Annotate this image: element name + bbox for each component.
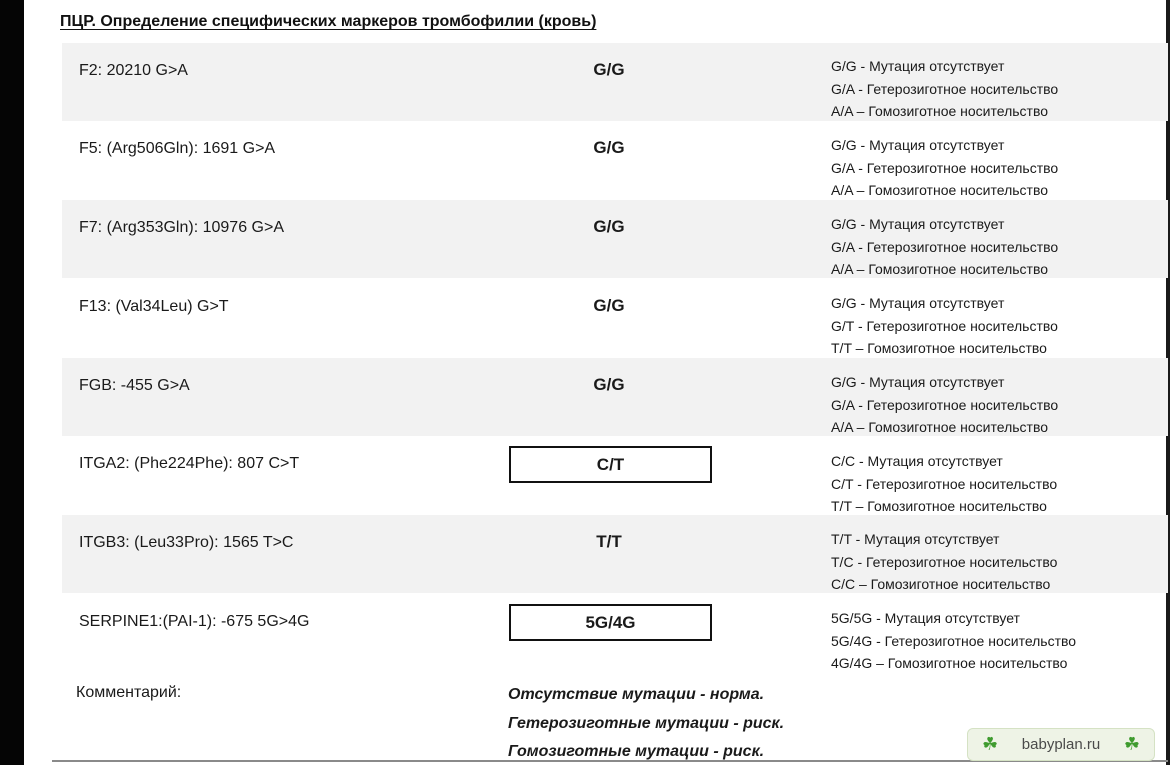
result-value: G/G: [593, 217, 625, 236]
legend-line: G/A - Гетерозиготное носительство: [831, 238, 1059, 255]
legend-line: C/T - Гетерозиготное носительство: [831, 475, 1058, 492]
legend-line: T/T – Гомозиготное носительство: [831, 498, 1047, 514]
legend-line: G/G - Мутация отсутствует: [831, 58, 1005, 74]
result-legend: [831, 450, 1057, 518]
legend-line: T/C - Гетерозиготное носительство: [831, 553, 1058, 570]
legend-line: G/T - Гетерозиготное носительство: [831, 317, 1058, 334]
result-legend: [831, 607, 1076, 675]
table-row: [62, 43, 1168, 121]
legend-line: G/G - Мутация отсутствует: [831, 137, 1005, 153]
conclusion-line: Отсутствие мутации - норма.: [508, 686, 765, 703]
legend-line: 5G/5G - Мутация отсутствует: [831, 610, 1020, 626]
result-legend: [831, 528, 1057, 596]
legend-line: 4G/4G – Гомозиготное носительство: [831, 655, 1068, 671]
legend-line: A/A – Гомозиготное носительство: [831, 419, 1049, 435]
marker-name: SERPINE1:(PAI-1): -675 5G>4G: [79, 613, 310, 630]
legend-line: G/G - Мутация отсутствует: [831, 295, 1005, 311]
legend-line: T/T - Мутация отсутствует: [831, 531, 1000, 547]
table-row: [62, 436, 1168, 514]
clover-icon: ☘: [982, 734, 999, 754]
comment-label: Комментарий:: [76, 684, 182, 701]
result-value-highlighted: C/T: [509, 446, 712, 483]
result-value: T/T: [596, 532, 622, 551]
legend-line: C/C – Гомозиготное носительство: [831, 576, 1051, 592]
marker-name: F5: (Arg506Gln): 1691 G>A: [79, 140, 276, 157]
result-legend: [831, 371, 1058, 439]
legend-line: A/A – Гомозиготное носительство: [831, 261, 1049, 277]
result-legend: [831, 292, 1058, 360]
legend-line: C/C - Мутация отсутствует: [831, 453, 1003, 469]
page-title: ПЦР. Определение специфических маркеров тромбофилии (кровь): [60, 13, 597, 30]
legend-line: T/T – Гомозиготное носительство: [831, 340, 1047, 356]
clover-icon: ☘: [1123, 734, 1140, 754]
marker-name: F7: (Arg353Gln): 10976 G>A: [79, 219, 284, 236]
legend-line: A/A – Гомозиготное носительство: [831, 182, 1049, 198]
conclusion-line: Гетерозиготные мутации - риск.: [508, 714, 785, 732]
table-row: [62, 515, 1168, 593]
result-value-highlighted: 5G/4G: [509, 604, 712, 641]
table-row: [62, 358, 1168, 436]
marker-name: F2: 20210 G>A: [79, 62, 188, 79]
legend-line: G/G - Мутация отсутствует: [831, 374, 1005, 390]
marker-name: ITGA2: (Phe224Phe): 807 C>T: [79, 455, 300, 472]
legend-line: G/G - Мутация отсутствует: [831, 216, 1005, 232]
watermark-badge: [967, 728, 1155, 761]
result-legend: [831, 55, 1058, 123]
legend-line: G/A - Гетерозиготное носительство: [831, 159, 1059, 176]
result-legend: [831, 134, 1058, 202]
result-value: G/G: [593, 138, 625, 157]
legend-line: A/A – Гомозиготное носительство: [831, 103, 1049, 119]
result-legend: [831, 213, 1058, 281]
legend-line: G/A - Гетерозиготное носительство: [831, 80, 1059, 97]
comment-conclusions: [508, 681, 784, 767]
result-value: G/G: [593, 296, 625, 315]
marker-name: FGB: -455 G>A: [79, 377, 190, 394]
legend-line: G/A - Гетерозиготное носительство: [831, 396, 1059, 413]
result-value: G/G: [593, 375, 625, 394]
page-left-edge: [0, 0, 24, 765]
conclusion-line: Гомозиготные мутации - риск.: [508, 743, 765, 760]
table-row: [62, 121, 1168, 199]
table-row: [62, 594, 1168, 672]
marker-name: F13: (Val34Leu) G>T: [79, 298, 229, 315]
result-value: G/G: [593, 60, 625, 79]
table-row: [62, 200, 1168, 278]
table-row: [62, 279, 1168, 357]
watermark-text: babyplan.ru: [1021, 736, 1101, 753]
marker-name: ITGB3: (Leu33Pro): 1565 T>C: [79, 534, 294, 551]
legend-line: 5G/4G - Гетерозиготное носительство: [831, 632, 1077, 649]
